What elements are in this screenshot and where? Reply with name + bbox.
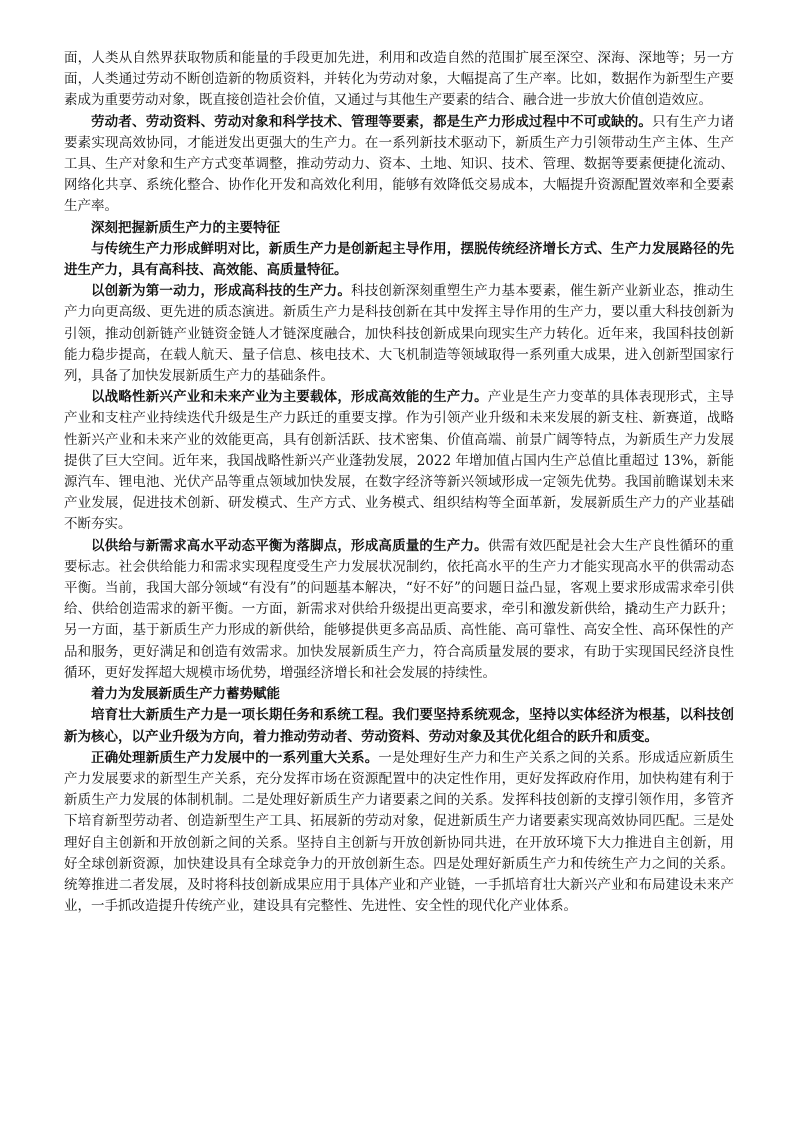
- paragraph-relationships: [64, 748, 734, 918]
- paragraph-industries: [64, 387, 734, 535]
- paragraph-body: 只有生产力诸要素实现高效协同，才能迸发出更强大的生产力。在一系列新技术驱动下，新质生产力引领带动生产主体、生产工具、生产对象和生产方式变革调整，推动劳动力、资本、土地、知识、技术、管理、数据等要素便捷化流动、网络化共享、系统化整合、协作化开发和高效化利用，能够有效降低交易成本，大幅提升资源配置效率和全要素生产率。: [64, 113, 735, 215]
- paragraph-production-factors: [64, 112, 734, 218]
- paragraph-supply-demand: [64, 536, 734, 684]
- paragraph-body: 科技创新深刻重塑生产力基本要素，催生新产业新业态，推动生产力向更高级、更先进的质态演进。新质生产力是科技创新在其中发挥主导作用的生产力，要以重大科技创新为引领，推动创新链产业链资金链人才链深度融合，加快科技创新成果向现实生产力转化。近年来，我国科技创新能力稳步提高，在载人航天、量子信息、核电技术、大飞机制造等领域取得一系列重大成果，进入创新型国家行列，具备了加快发展新质生产力的基础条件。: [64, 283, 735, 385]
- paragraph-continuation: 面，人类从自然界获取物质和能量的手段更加先进，利用和改造自然的范围扩展至深空、深海、深地等；另一方面，人类通过劳动不断创造新的物质资料，并转化为劳动对象，大幅提高了生产率。比如，数据作为新型生产要素成为重要劳动对象，既直接创造社会价值，又通过与其他生产要素的结合、融合进一步放大价值创造效应。: [64, 50, 734, 109]
- paragraph-empowerment-summary: 培育壮大新质生产力是一项长期任务和系统工程。我们要坚持系统观念，坚持以实体经济为根基，以科技创新为核心，以产业升级为方向，着力推动劳动者、劳动资料、劳动对象及其优化组合的跃升和质变。: [64, 707, 734, 745]
- paragraph-innovation: [64, 281, 734, 387]
- paragraph-lead: 劳动者、劳动资料、劳动对象和科学技术、管理等要素，都是生产力形成过程中不可或缺的。: [91, 113, 653, 130]
- section-heading-empowerment: 着力为发展新质生产力蓄势赋能: [91, 686, 280, 703]
- paragraph-lead: 以创新为第一动力，形成高科技的生产力。: [91, 283, 352, 300]
- section-heading-features: 深刻把握新质生产力的主要特征: [91, 219, 280, 236]
- paragraph-body: 供需有效匹配是社会大生产良性循环的重要标志。社会供给能力和需求实现程度受生产力发展状况制约，依托高水平的生产力才能实现高水平的供需动态平衡。当前，我国大部分领域“有没有”的问题基本解决，“好不好”的问题日益凸显，客观上要求形成需求牵引供给、供给创造需求的新平衡。一方面，新需求对供给升级提出更高要求，牵引和激发新供给，撬动生产力跃升；另一方面，基于新质生产力形成的新供给，能够提供更多高品质、高性能、高可靠性、高安全性、高环保性的产品和服务，更好满足和创造有效需求。加快发展新质生产力，符合高质量发展的要求，有助于实现国民经济良性循环，更好发挥超大规模市场优势，增强经济增长和社会发展的持续性。: [64, 537, 735, 681]
- paragraph-body: 一是处理好生产力和生产关系之间的关系。形成适应新质生产力发展要求的新型生产关系，充分发挥市场在资源配置中的决定性作用，更好发挥政府作用，加快构建有利于新质生产力发展的体制机制。二是处理好新质生产力诸要素之间的关系。发挥科技创新的支撑引领作用，多管齐下培育新型劳动者、创造新型生产工具、拓展新的劳动对象，促进新质生产力诸要素实现高效协同匹配。三是处理好自主创新和开放创新之间的关系。坚持自主创新与开放创新协同共进，在开放环境下大力推进自主创新，用好全球创新资源，加快建设具有全球竞争力的开放创新生态。四是处理好新质生产力和传统生产力之间的关系。统筹推进二者发展，及时将科技创新成果应用于具体产业和产业链，一手抓培育壮大新兴产业和布局建设未来产业，一手抓改造提升传统产业，建设具有完整性、先进性、安全性的现代化产业体系。: [64, 749, 735, 915]
- paragraph-lead: 以战略性新兴产业和未来产业为主要载体，形成高效能的生产力。: [91, 389, 488, 406]
- document-page: [64, 48, 734, 917]
- paragraph-lead: 正确处理新质生产力发展中的一系列重大关系。: [91, 749, 379, 766]
- paragraph-features-summary: 与传统生产力形成鲜明对比，新质生产力是创新起主导作用，摆脱传统经济增长方式、生产力发展路径的先进生产力，具有高科技、高效能、高质量特征。: [64, 240, 734, 279]
- paragraph-body: 产业是生产力变革的具体表现形式，主导产业和支柱产业持续迭代升级是生产力跃迁的重要支撑。作为引领产业升级和未来发展的新支柱、新赛道，战略性新兴产业和未来产业的效能更高，具有创新活跃、技术密集、价值高端、前景广阔等特点，为新质生产力发展提供了巨大空间。近年来，我国战略性新兴产业蓬勃发展，2022 年增加值占国内生产总值比重超过 13%，新能源汽车、锂电池、光伏产品等重点领域加快发展，在数字经济等新兴领域形成一定领先优势。我国前瞻谋划未来产业发展，促进技术创新、研发模式、生产方式、业务模式、组织结构等全面革新，发展新质生产力的产业基础不断夯实。: [64, 389, 735, 533]
- paragraph-lead: 以供给与新需求高水平动态平衡为落脚点，形成高质量的生产力。: [91, 537, 488, 554]
